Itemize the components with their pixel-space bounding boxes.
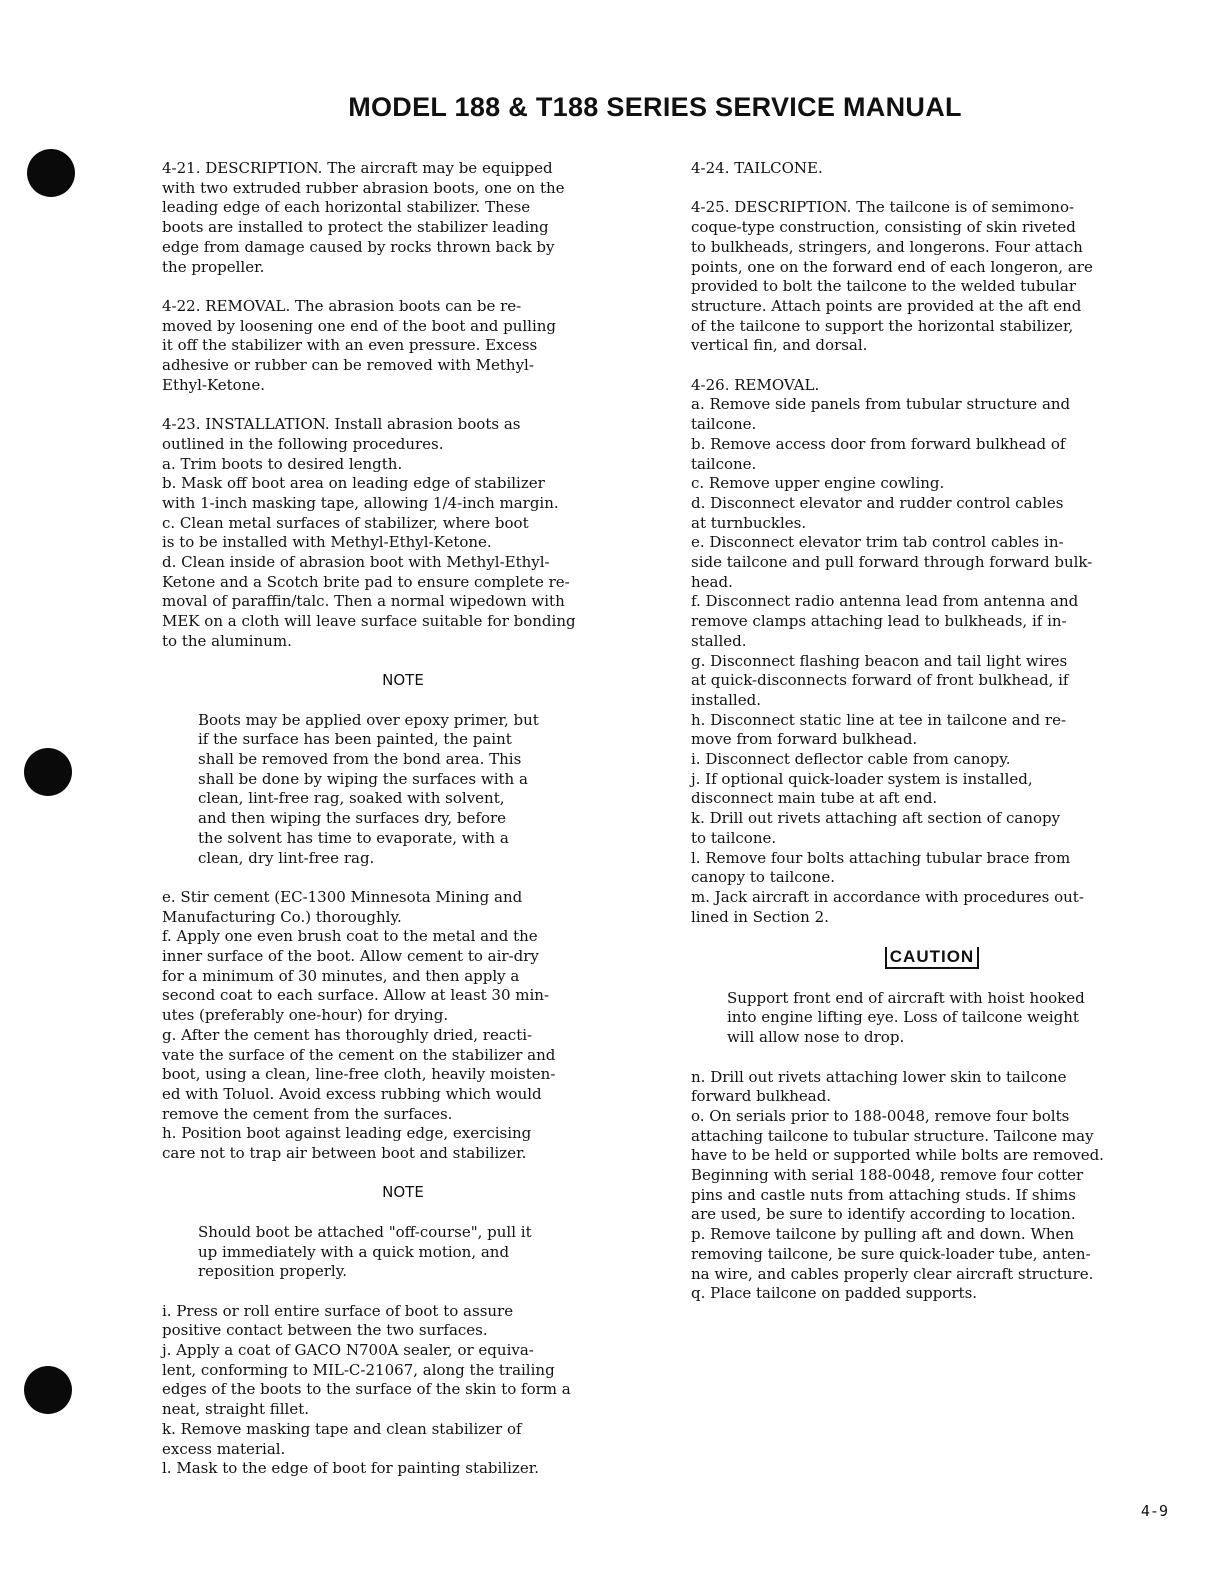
step-d: d. Clean inside of abrasion boot with Methyl-Ethyl- Ketone and a Scotch brite pad to ensure complete re- moval of paraffin/talc. Then a normal wipedown with MEK on a cloth will leave surface suitable for bonding to the aluminum. [162, 553, 576, 650]
right-column [691, 159, 1173, 1304]
left-column [162, 159, 644, 1479]
step-a: a. Trim boots to desired length. [162, 454, 403, 473]
section-4-24-tailcone: 4-24. TAILCONE. [691, 159, 823, 177]
step-i: i. Press or roll entire surface of boot to assure positive contact between the two surfaces. [162, 1301, 514, 1340]
step-l: l. Remove four bolts attaching tubular brace from canopy to tailcone. [691, 848, 1071, 887]
step-o: o. On serials prior to 188-0048, remove four bolts attaching tailcone to tubular structure. Tailcone may have to be held or supported while bolts are removed. Beginning with serial 188-0048, remove four cotter pins and castle nuts from attaching studs. If shims are used, be sure to identify according to location. [691, 1106, 1104, 1224]
step-c: c. Remove upper engine cowling. [691, 474, 945, 493]
step-a: a. Remove side panels from tubular structure and tailcone. [691, 395, 1071, 434]
section-4-23-installation: 4-23. INSTALLATION. Install abrasion boots as outlined in the following procedures. [162, 415, 521, 453]
step-i: i. Disconnect deflector cable from canopy. [691, 750, 1011, 769]
step-c: c. Clean metal surfaces of stabilizer, where boot is to be installed with Methyl-Ethyl-Ketone. [162, 513, 529, 552]
step-l: l. Mask to the edge of boot for painting stabilizer. [162, 1459, 539, 1478]
step-h: h. Disconnect static line at tee in tailcone and re- move from forward bulkhead. [691, 710, 1067, 749]
step-n: n. Drill out rivets attaching lower skin to tailcone forward bulkhead. [691, 1067, 1067, 1106]
step-q: q. Place tailcone on padded supports. [691, 1284, 978, 1303]
step-e: e. Disconnect elevator trim tab control cables in- side tailcone and pull forward through forward bulk- head. [691, 533, 1093, 591]
note-body: Should boot be attached "off-course", pull it up immediately with a quick motion, and reposition properly. [198, 1222, 532, 1281]
note-body: Boots may be applied over epoxy primer, but if the surface has been painted, the paint shall be removed from the bond area. This shall be done by wiping the surfaces with a clean, lint-free rag, soaked with solvent, and then wiping the surfaces dry, before the solvent has time to evaporate, with a clean, dry lint-free rag. [198, 710, 539, 867]
step-b: b. Remove access door from forward bulkhead of tailcone. [691, 434, 1066, 473]
step-g: g. Disconnect flashing beacon and tail light wires at quick-disconnects forward of front bulkhead, if installed. [691, 651, 1069, 709]
step-f: f. Disconnect radio antenna lead from antenna and remove clamps attaching lead to bulkheads, if in- stalled. [691, 592, 1079, 650]
step-p: p. Remove tailcone by pulling aft and down. When removing tailcone, be sure quick-loader tube, anten- na wire, and cables properly clear aircraft structure. [691, 1225, 1094, 1283]
step-k: k. Remove masking tape and clean stabilizer of excess material. [162, 1419, 522, 1458]
step-e: e. Stir cement (EC-1300 Minnesota Mining and Manufacturing Co.) thoroughly. [162, 887, 523, 926]
caution-body: Support front end of aircraft with hoist hooked into engine lifting eye. Loss of tailcone weight will allow nose to drop. [727, 988, 1085, 1047]
step-g: g. After the cement has thoroughly dried, reacti- vate the surface of the cement on the stabilizer and boot, using a clean, line-free cloth, heavily moisten- ed with Toluol. Avoid excess rubbing which would remove the cement from the surfaces. [162, 1025, 556, 1123]
step-j: j. Apply a coat of GACO N700A sealer, or equiva- lent, conforming to MIL-C-21067, along the trailing edges of the boots to the surface of the skin to form a neat, straight fillet. [162, 1341, 571, 1419]
section-4-25-description: 4-25. DESCRIPTION. The tailcone is of semimono- coque-type construction, consisting of skin riveted to bulkheads, stringers, and longerons. Four attach points, one on the forward end of each longeron, are provided to bolt the tailcone to the welded tubular structure. Attach points are provided at the aft end of the tailcone to support the horizontal stabilizer, vertical fin, and dorsal. [691, 198, 1093, 355]
section-4-22-removal: 4-22. REMOVAL. The abrasion boots can be re- moved by loosening one end of the boot and pulling it off the stabilizer with an even pressure. Excess adhesive or rubber can be removed with Methyl- Ethyl-Ketone. [162, 296, 557, 394]
step-b: b. Mask off boot area on leading edge of stabilizer with 1-inch masking tape, allowing 1/4-inch margin. [162, 474, 559, 512]
step-h: h. Position boot against leading edge, exercising care not to trap air between boot and stabilizer. [162, 1124, 532, 1163]
section-4-21-description: 4-21. DESCRIPTION. The aircraft may be equipped with two extruded rubber abrasion boots, one on the leading edge of each horizontal stabilizer. These boots are installed to protect the stabilizer leading edge from damage caused by rocks thrown back by the propeller. [162, 159, 565, 276]
page-number: 4-9 [1140, 1502, 1168, 1520]
binder-hole [24, 1366, 72, 1414]
step-f: f. Apply one even brush coat to the metal and the inner surface of the boot. Allow cement to air-dry for a minimum of 30 minutes, and then apply a second coat to each surface. Allow at least 30 min- utes (preferably one-hour) for drying. [162, 927, 550, 1025]
caution-label: CAUTION [885, 947, 979, 969]
step-k: k. Drill out rivets attaching aft section of canopy to tailcone. [691, 809, 1061, 847]
step-j: j. If optional quick-loader system is installed, disconnect main tube at aft end. [691, 769, 1033, 808]
step-d: d. Disconnect elevator and rudder control cables at turnbuckles. [691, 493, 1064, 532]
note-label: NOTE [382, 671, 424, 690]
note-label: NOTE [382, 1183, 424, 1202]
section-4-26-removal: 4-26. REMOVAL. [691, 375, 820, 394]
page-title: MODEL 188 & T188 SERIES SERVICE MANUAL [348, 92, 962, 122]
caution-heading [691, 947, 1173, 969]
binder-hole [24, 748, 72, 796]
step-m: m. Jack aircraft in accordance with procedures out- lined in Section 2. [691, 887, 1084, 926]
binder-hole [27, 149, 75, 197]
